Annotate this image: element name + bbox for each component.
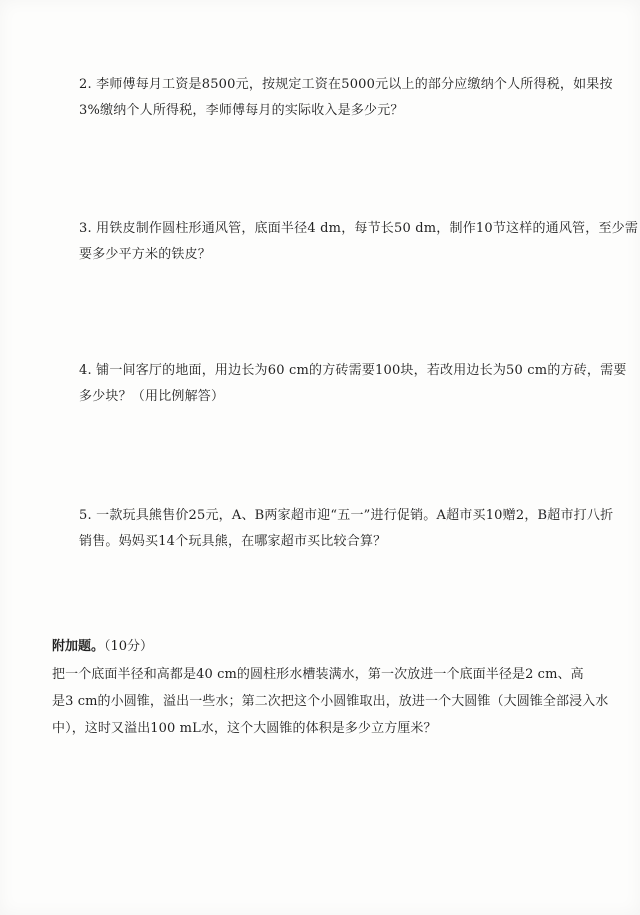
bonus-line-1: 把一个底面半径和高都是40 cm的圆柱形水槽装满水，第一次放进一个底面半径是2 cm、高 xyxy=(52,667,584,682)
bonus-line-3: 中），这时又溢出100 mL水，这个大圆锥的体积是多少立方厘米？ xyxy=(52,721,437,736)
question-2 xyxy=(79,72,613,124)
question-3-line-2: 要多少平方米的铁皮？ xyxy=(79,247,212,262)
question-3-line-1: 3. 用铁皮制作圆柱形通风管，底面半径4 dm，每节长50 dm，制作10节这样的通风管，至少需 xyxy=(79,221,639,236)
question-5-line-1: 5. 一款玩具熊售价25元，A、B两家超市迎“五一”进行促销。A超市买10赠2，B超市打八折 xyxy=(79,508,614,523)
question-3 xyxy=(79,216,638,268)
bonus-score: （10分） xyxy=(104,639,154,654)
bonus-line-2: 是3 cm的小圆锥，溢出一些水；第二次把这个小圆锥取出，放进一个大圆锥（大圆锥全部浸入水 xyxy=(52,694,609,709)
question-4 xyxy=(79,358,627,410)
question-2-line-1: 2. 李师傅每月工资是8500元，按规定工资在5000元以上的部分应缴纳个人所得税，如果按 xyxy=(79,77,613,92)
question-4-line-1: 4. 铺一间客厅的地面，用边长为60 cm的方砖需要100块，若改用边长为50 cm的方砖，需要 xyxy=(79,363,627,378)
bonus-title: 附加题。 xyxy=(52,639,105,654)
question-2-line-2: 3%缴纳个人所得税，李师傅每月的实际收入是多少元？ xyxy=(79,103,404,118)
question-4-line-2: 多少块？（用比例解答） xyxy=(79,389,225,404)
question-5 xyxy=(79,503,613,555)
bonus-heading xyxy=(52,636,153,658)
question-5-line-2: 销售。妈妈买14个玩具熊，在哪家超市买比较合算？ xyxy=(79,534,387,549)
bonus-question xyxy=(52,661,608,742)
